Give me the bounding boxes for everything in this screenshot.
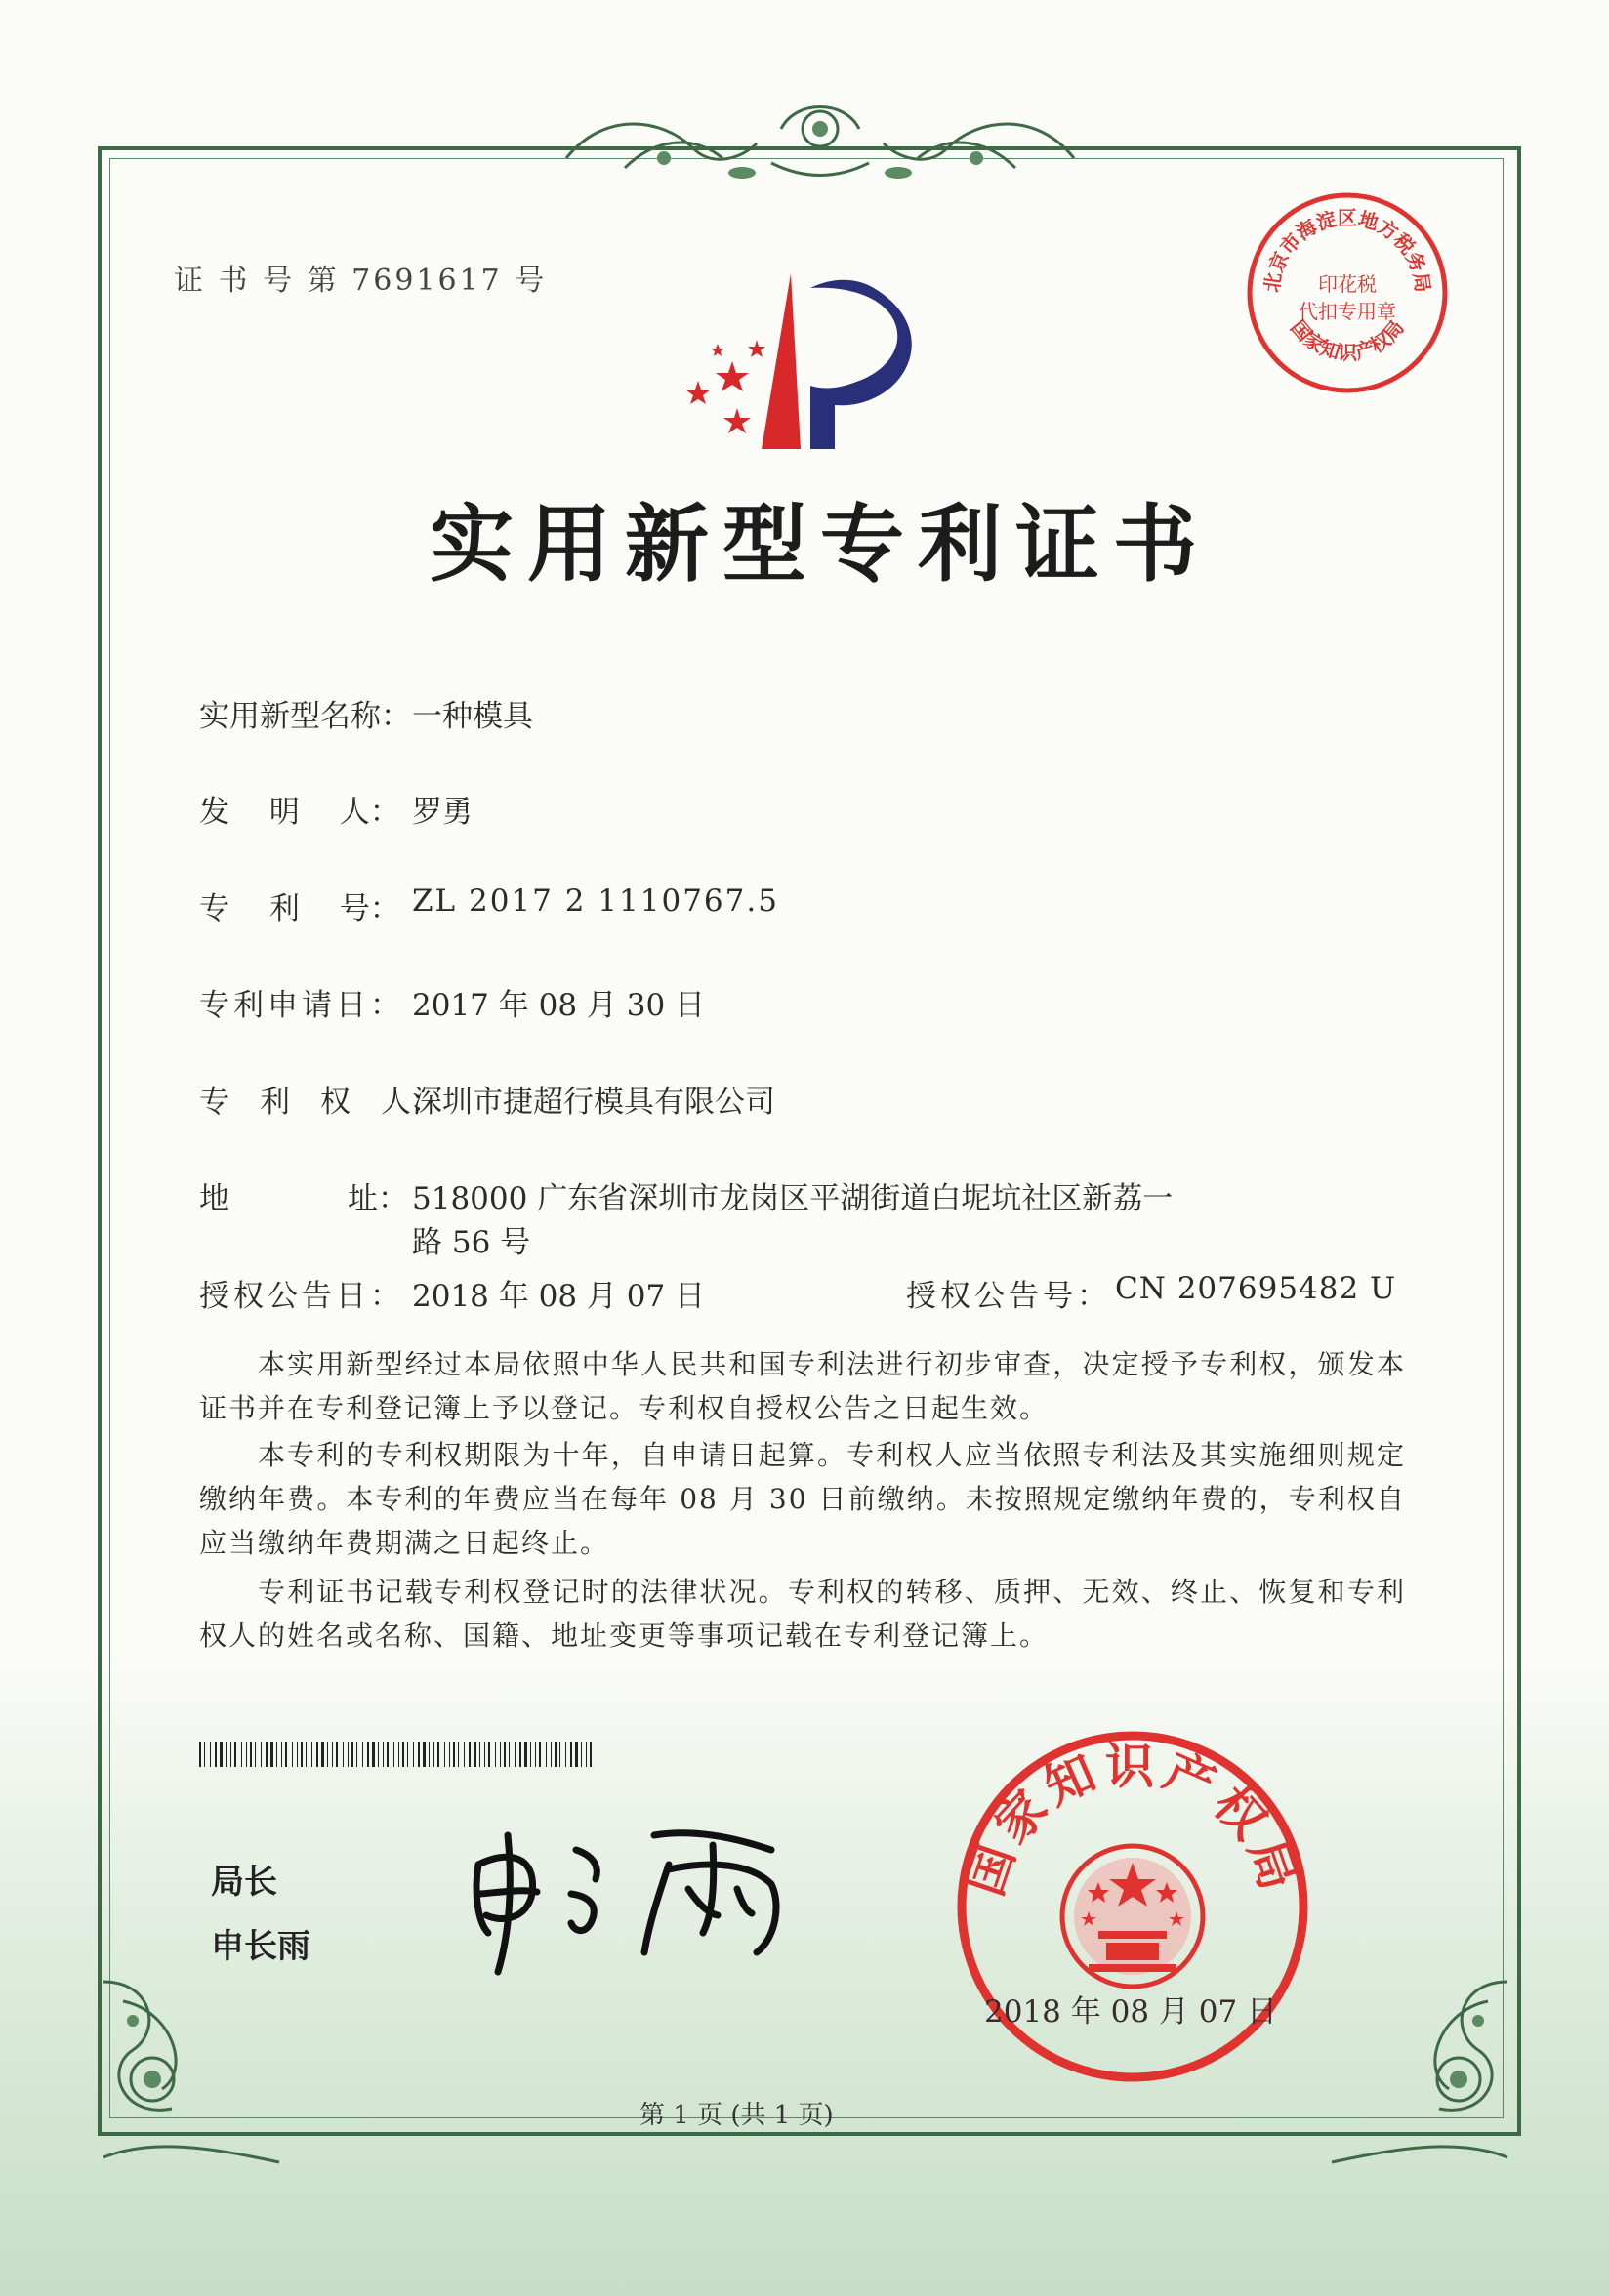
barcode-bar xyxy=(292,1742,293,1767)
barcode-bar xyxy=(393,1742,394,1767)
corner-ornament-left xyxy=(94,1943,289,2167)
director-title: 局长 xyxy=(211,1863,277,1902)
filing-date-label: 专利申请日： xyxy=(199,988,404,1023)
barcode-bar xyxy=(215,1742,217,1767)
barcode-bar xyxy=(266,1742,268,1767)
barcode-bar xyxy=(210,1742,211,1767)
barcode-bar xyxy=(469,1742,471,1767)
barcode-bar xyxy=(407,1742,408,1767)
grant-number-label: 授权公告号： xyxy=(906,1279,1111,1314)
patent-number-value: ZL 2017 2 1110767.5 xyxy=(412,883,779,919)
grant-date-value: 2018 年 08 月 07 日 xyxy=(412,1279,706,1314)
barcode-bar xyxy=(234,1742,236,1767)
certificate-number: 证 书 号 第 7691617 号 xyxy=(174,264,548,298)
barcode-bar xyxy=(581,1742,582,1767)
inventor-label: 发 明 人： xyxy=(199,795,400,830)
svg-text:代扣专用章: 代扣专用章 xyxy=(1299,300,1396,323)
barcode-bar xyxy=(559,1742,560,1767)
cnipa-logo xyxy=(664,264,937,459)
barcode-bar xyxy=(504,1742,506,1767)
barcode-bar xyxy=(515,1742,516,1767)
barcode-bar xyxy=(402,1742,404,1767)
barcode-bar xyxy=(444,1742,445,1767)
barcode-bar xyxy=(488,1742,490,1767)
barcode-bar xyxy=(311,1742,312,1767)
address-label-colon: 址： xyxy=(348,1181,408,1216)
barcode-bar xyxy=(524,1742,527,1767)
corner-ornament-right xyxy=(1322,1943,1517,2167)
barcode-bar xyxy=(398,1742,399,1767)
barcode-bar xyxy=(230,1742,231,1767)
page-footer: 第 1 页 (共 1 页) xyxy=(639,2101,834,2130)
svg-text:印花税: 印花税 xyxy=(1318,272,1377,296)
barcode-bar xyxy=(220,1742,223,1767)
barcode-bar xyxy=(199,1742,201,1767)
barcode-bar xyxy=(555,1742,557,1767)
barcode-bar xyxy=(546,1742,547,1767)
barcode-bar xyxy=(246,1742,247,1767)
barcode-bar xyxy=(378,1742,379,1767)
barcode-bar xyxy=(423,1742,426,1767)
utility-model-name-label: 实用新型名称： xyxy=(199,699,411,734)
barcode-bar xyxy=(464,1742,465,1767)
barcode-bar xyxy=(449,1742,450,1767)
grant-number-value: CN 207695482 U xyxy=(1115,1271,1397,1306)
barcode-bar xyxy=(586,1742,587,1767)
barcode xyxy=(199,1742,599,1767)
top-ornament xyxy=(547,90,1093,207)
barcode-bar xyxy=(226,1742,227,1767)
barcode-bar xyxy=(495,1742,496,1767)
barcode-bar xyxy=(281,1742,282,1767)
svg-text:国家知识产权局: 国家知识产权局 xyxy=(955,1737,1310,1903)
barcode-bar xyxy=(367,1742,369,1767)
director-name: 申长雨 xyxy=(211,1927,310,1966)
barcode-bar xyxy=(348,1742,349,1767)
barcode-bar xyxy=(479,1742,480,1767)
paragraph-2: 本专利的专利权期限为十年，自申请日起算。专利权人应当依照专利法及其实施细则规定缴纳年费。本专利的年费应当在每年 08 月 30 日前缴纳。未按照规定缴纳年费的，专利权自应当缴纳年费期满之日起终止。 xyxy=(199,1439,1406,1559)
barcode-bar xyxy=(356,1742,357,1767)
barcode-bar xyxy=(453,1742,455,1767)
barcode-bar xyxy=(530,1742,531,1767)
utility-model-name-value: 一种模具 xyxy=(412,699,533,734)
barcode-bar xyxy=(241,1742,242,1767)
barcode-bar xyxy=(458,1742,459,1767)
barcode-bar xyxy=(484,1742,485,1767)
barcode-bar xyxy=(255,1742,256,1767)
barcode-bar xyxy=(429,1742,430,1767)
barcode-bar xyxy=(413,1742,414,1767)
barcode-bar xyxy=(261,1742,262,1767)
address-line-2: 路 56 号 xyxy=(412,1225,531,1260)
inventor-value: 罗勇 xyxy=(412,795,473,830)
barcode-bar xyxy=(519,1742,521,1767)
barcode-bar xyxy=(204,1742,205,1767)
barcode-bar xyxy=(383,1742,384,1767)
barcode-bar xyxy=(270,1742,273,1767)
barcode-bar xyxy=(509,1742,510,1767)
barcode-bar xyxy=(362,1742,363,1767)
barcode-bar xyxy=(372,1742,375,1767)
grant-date-label: 授权公告日： xyxy=(199,1279,404,1314)
cnipa-official-seal xyxy=(952,1726,1313,2087)
seal-date: 2018 年 08 月 07 日 xyxy=(984,1994,1278,2030)
barcode-bar xyxy=(570,1742,572,1767)
certificate-title: 实用新型专利证书 xyxy=(430,495,1211,594)
address-label-char: 地 xyxy=(199,1181,229,1216)
barcode-bar xyxy=(590,1742,592,1767)
barcode-bar xyxy=(327,1742,328,1767)
barcode-bar xyxy=(535,1742,536,1767)
barcode-bar xyxy=(474,1742,476,1767)
barcode-bar xyxy=(285,1742,287,1767)
barcode-bar xyxy=(418,1742,420,1767)
barcode-bar xyxy=(301,1742,303,1767)
barcode-bar xyxy=(336,1742,338,1767)
barcode-bar xyxy=(332,1742,333,1767)
barcode-bar xyxy=(316,1742,318,1767)
paragraph-1: 本实用新型经过本局依照中华人民共和国专利法进行初步审查，决定授予专利权，颁发本证书并在专利登记簿上予以登记。专利权自授权公告之日起生效。 xyxy=(199,1348,1406,1424)
barcode-bar xyxy=(539,1742,541,1767)
barcode-bar xyxy=(276,1742,277,1767)
patentee-label: 专 利 权 人： xyxy=(199,1085,441,1120)
barcode-bar xyxy=(321,1742,324,1767)
address-line-1: 518000 广东省深圳市龙岗区平湖街道白坭坑社区新荔一 xyxy=(412,1181,1174,1216)
patentee-value: 深圳市捷超行模具有限公司 xyxy=(412,1085,775,1120)
barcode-bar xyxy=(575,1742,578,1767)
filing-date-value: 2017 年 08 月 30 日 xyxy=(412,988,706,1023)
svg-text:北京市海淀区地方税务局: 北京市海淀区地方税务局 xyxy=(1259,206,1435,294)
director-signature xyxy=(459,1806,810,1982)
barcode-bar xyxy=(433,1742,434,1767)
barcode-bar xyxy=(500,1742,501,1767)
barcode-bar xyxy=(565,1742,566,1767)
barcode-bar xyxy=(437,1742,439,1767)
patent-number-label: 专 利 号： xyxy=(199,891,400,926)
paragraph-3: 专利证书记载专利权登记时的法律状况。专利权的转移、质押、无效、终止、恢复和专利权人的姓名或名称、国籍、地址变更等事项记载在专利登记簿上。 xyxy=(199,1576,1406,1652)
tax-stamp-seal xyxy=(1240,185,1455,400)
svg-text:国家知识产权局: 国家知识产权局 xyxy=(1286,315,1409,365)
barcode-bar xyxy=(250,1742,252,1767)
barcode-bar xyxy=(306,1742,307,1767)
barcode-bar xyxy=(351,1742,353,1767)
barcode-bar xyxy=(387,1742,389,1767)
barcode-bar xyxy=(551,1742,552,1767)
barcode-bar xyxy=(343,1742,344,1767)
barcode-bar xyxy=(297,1742,298,1767)
